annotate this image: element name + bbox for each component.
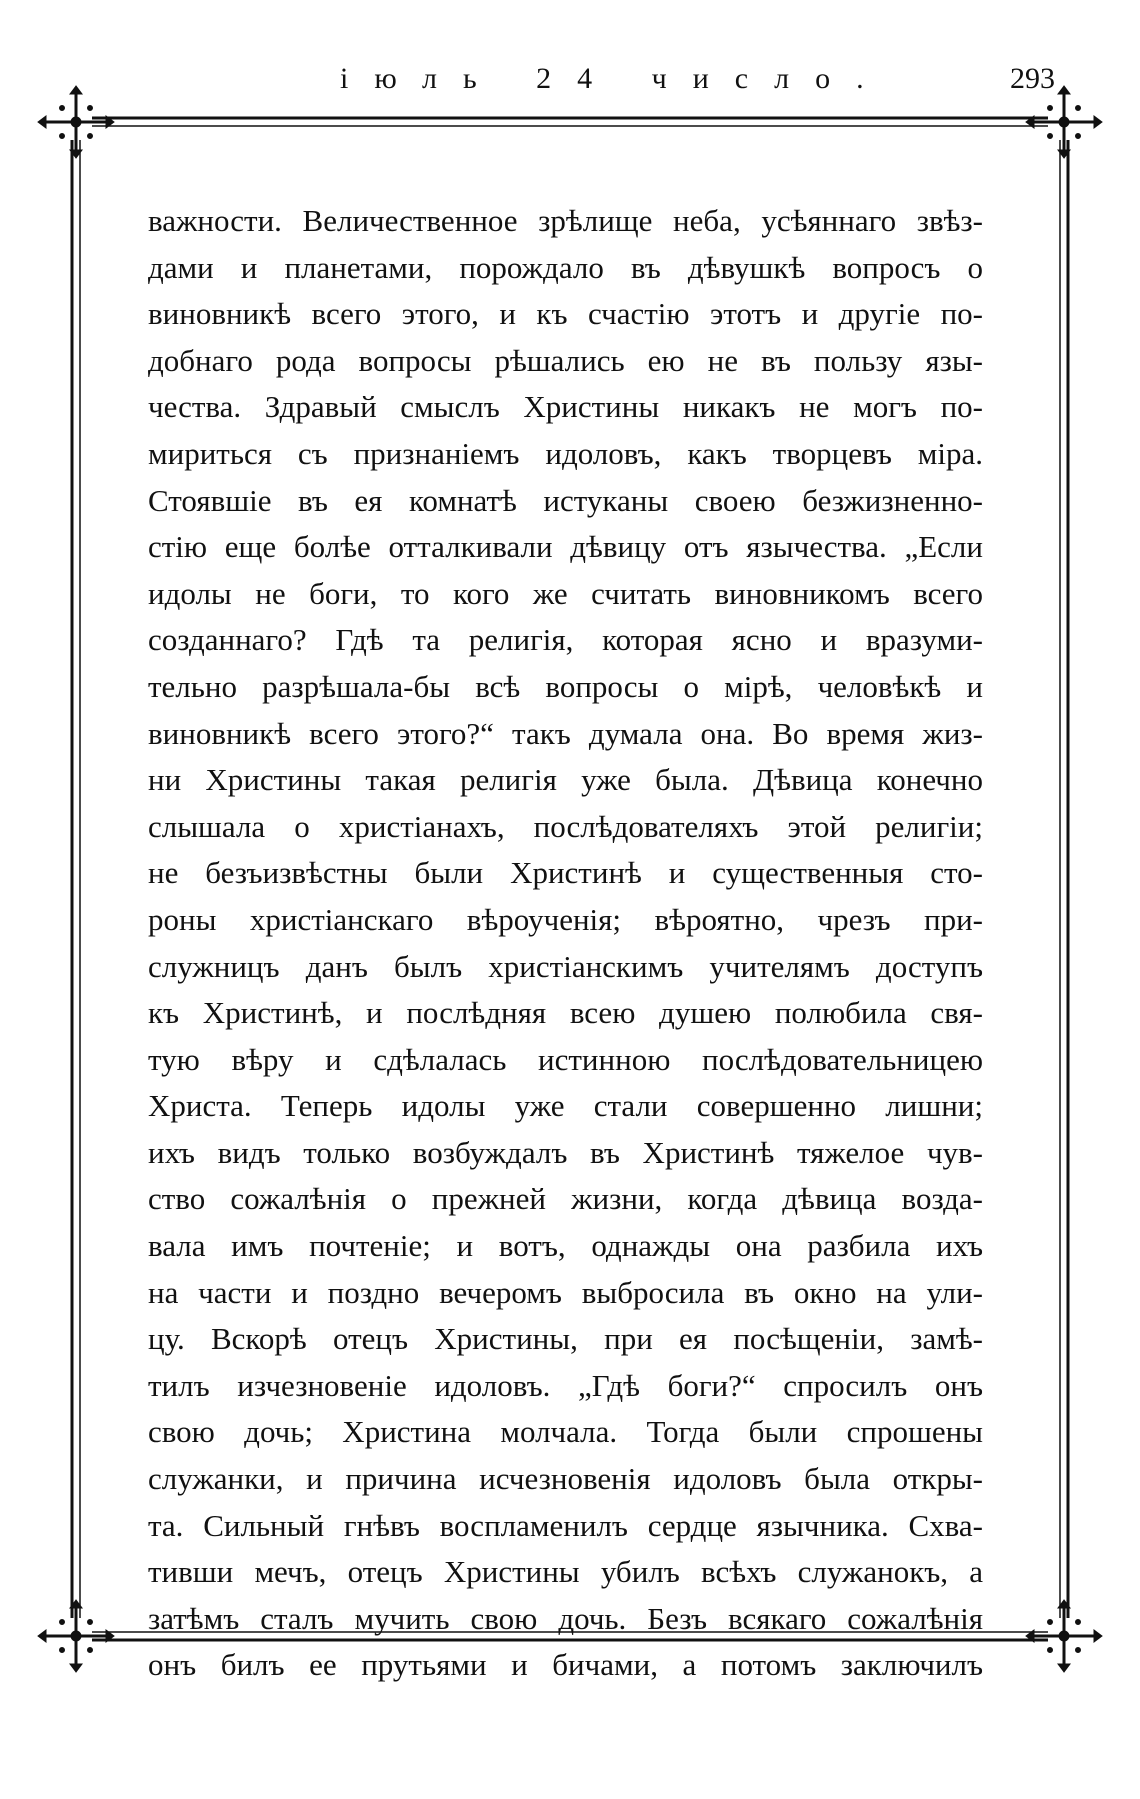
text-line: Христа. Теперь идолы уже стали совершенно лишни;	[148, 1088, 983, 1124]
top-double-rule	[92, 118, 1048, 126]
page-number: 293	[1010, 62, 1055, 95]
text-line: не безъизвѣстны были Христинѣ и существенныя сто-	[148, 855, 983, 891]
left-double-rule	[72, 140, 80, 1618]
text-line: къ Христинѣ, и послѣдняя всею душею полюбила свя-	[148, 995, 983, 1031]
text-line: служанки, и причина исчезновенія идоловъ была откры-	[148, 1461, 983, 1497]
running-head	[0, 62, 1140, 102]
corner-ornament-bottom-right-icon	[1026, 1600, 1102, 1672]
text-line: тельно разрѣшала-бы всѣ вопросы о мірѣ, человѣкѣ и	[148, 668, 983, 704]
text-line: дами и планетами, порождало въ дѣвушкѣ вопросъ о	[148, 249, 983, 285]
body-text	[148, 198, 983, 1689]
text-line: роны христіанскаго вѣроученія; вѣроятно, чрезъ при-	[148, 901, 983, 937]
text-line: чества. Здравый смыслъ Христины никакъ не могъ по-	[148, 389, 983, 425]
text-line: добнаго рода вопросы рѣшались ею не въ пользу язы-	[148, 342, 983, 378]
text-line: затѣмъ сталъ мучить свою дочь. Безъ всякаго сожалѣнія	[148, 1600, 983, 1636]
text-line: слышала о христіанахъ, послѣдователяхъ этой религіи;	[148, 808, 983, 844]
text-line: созданнаго? Гдѣ та религія, которая ясно и вразуми-	[148, 622, 983, 658]
text-line: стію еще болѣе отталкивали дѣвицу отъ язычества. „Если	[148, 529, 983, 565]
text-line: на части и поздно вечеромъ выбросила въ окно на ули-	[148, 1274, 983, 1310]
corner-ornament-bottom-left-icon	[38, 1600, 114, 1672]
text-line: виновникѣ всего этого?“ такъ думала она. Во время жиз-	[148, 715, 983, 751]
right-double-rule	[1060, 140, 1068, 1618]
text-line: ни Христины такая религія уже была. Дѣвица конечно	[148, 762, 983, 798]
text-line: та. Сильный гнѣвъ воспламенилъ сердце язычника. Схва-	[148, 1507, 983, 1543]
text-line: цу. Вскорѣ отецъ Христины, при ея посѣщеніи, замѣ-	[148, 1321, 983, 1357]
text-line: тую вѣру и сдѣлалась истинною послѣдовательницею	[148, 1041, 983, 1077]
text-line: идолы не боги, то кого же считать виновникомъ всего	[148, 575, 983, 611]
text-line: онъ билъ ее прутьями и бичами, а потомъ заключилъ	[148, 1647, 983, 1683]
running-title: іюль 24 число.	[340, 62, 890, 95]
text-line: тилъ изчезновеніе идоловъ. „Гдѣ боги?“ спросилъ онъ	[148, 1367, 983, 1403]
text-line: вала имъ почтеніе; и вотъ, однажды она разбила ихъ	[148, 1228, 983, 1264]
text-line: служницъ данъ былъ христіанскимъ учителямъ доступъ	[148, 948, 983, 984]
text-line: ство сожалѣнія о прежней жизни, когда дѣвица возда-	[148, 1181, 983, 1217]
text-line: Стоявшіе въ ея комнатѣ истуканы своею безжизненно-	[148, 482, 983, 518]
text-line: важности. Величественное зрѣлище неба, усѣяннаго звѣз-	[148, 203, 983, 238]
text-line: виновникѣ всего этого, и къ счастію этотъ и другіе по-	[148, 296, 983, 332]
text-line: тивши мечъ, отецъ Христины убилъ всѣхъ служанокъ, а	[148, 1554, 983, 1590]
text-line: мириться съ признаніемъ идоловъ, какъ творцевъ міра.	[148, 435, 983, 471]
text-line: ихъ видъ только возбуждалъ въ Христинѣ тяжелое чув-	[148, 1134, 983, 1170]
text-line: свою дочь; Христина молчала. Тогда были спрошены	[148, 1414, 983, 1450]
